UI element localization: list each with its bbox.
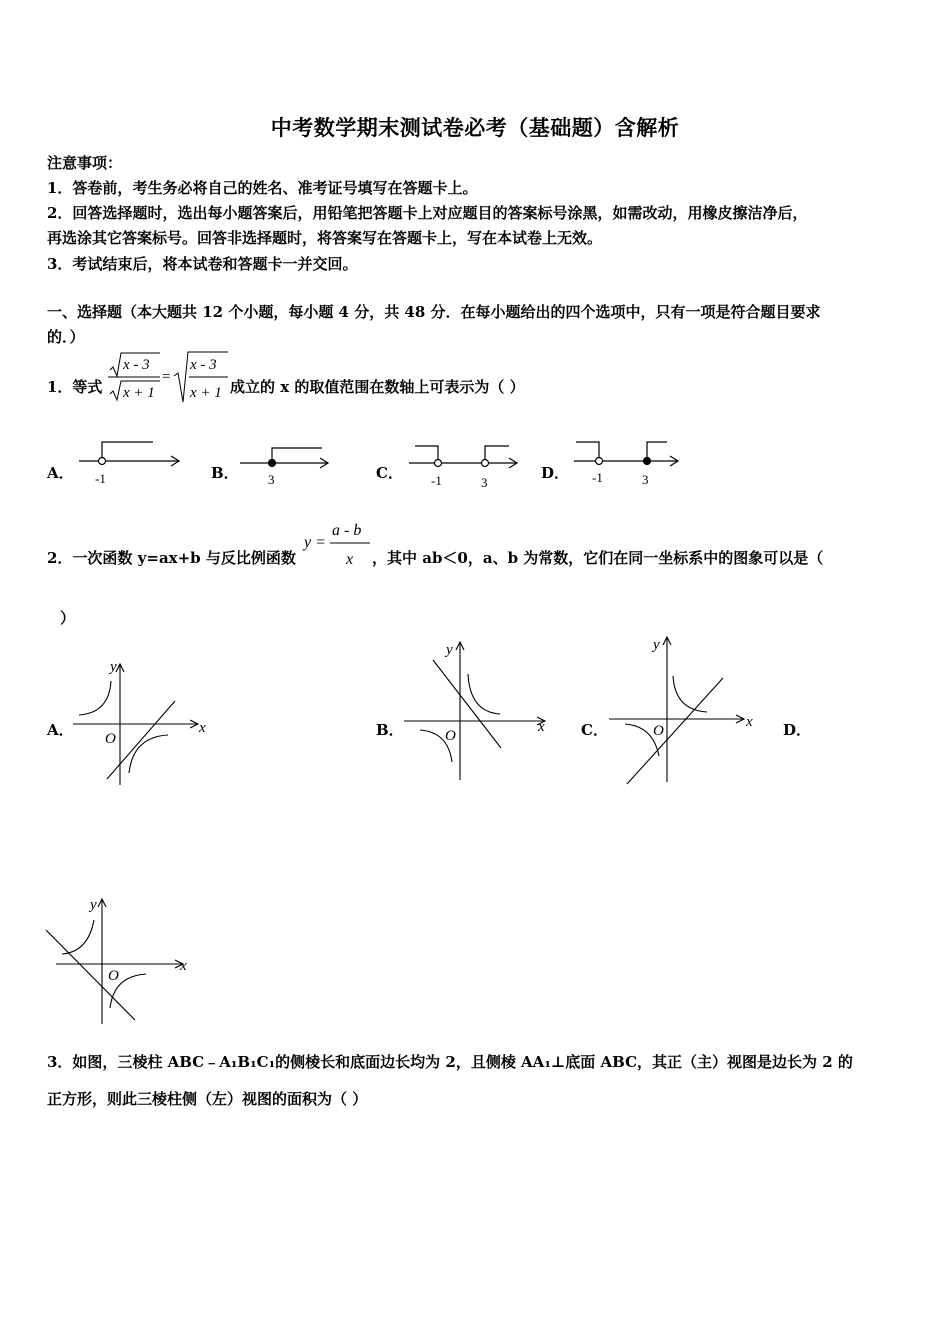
q1-formula-den-right: x + 1 [190,385,222,401]
q2-option-a-label: A． [47,721,74,739]
q1-option-d-numberline [570,434,685,489]
q1-option-a-numberline [75,436,185,491]
q2-prefix: 2．一次函数 y=ax+b 与反比例函数 [47,549,296,567]
q1-option-b-numberline [236,436,336,491]
q2-option-c-graph [603,632,763,792]
q2-option-c-y-label: y [653,637,660,653]
q1-prefix: 1．等式 [47,378,103,396]
q1-option-a-tick: -1 [95,471,106,486]
q1-option-c-numberline [405,436,525,491]
notes-item-1: 1．答卷前，考生务必将自己的姓名、准考证号填写在答题卡上。 [47,179,478,197]
q2-option-d-graph [42,890,202,1030]
q3-line2: 正方形，则此三棱柱侧（左）视图的面积为（ ） [47,1090,368,1108]
q3-line1: 3．如图，三棱柱 ABC﹣A₁B₁C₁的侧棱长和底面边长均为 2，且侧棱 AA₁⊥底面 ABC，其正（主）视图是边长为 2 的 [47,1053,853,1071]
q2-formula-lhs: y = [304,534,326,551]
notes-item-3: 3．考试结束后，将本试卷和答题卡一并交回。 [47,255,358,273]
q2-option-c-x-label: x [746,714,753,730]
q2-option-c-label: C． [581,721,608,739]
q1-option-b-label: B． [211,464,239,482]
q2-option-b-graph [398,638,553,783]
q1-option-c-tick-2: 3 [481,475,488,490]
notes-item-2b: 再选涂其它答案标号。回答非选择题时，将答案写在答题卡上，写在本试卷上无效。 [47,229,603,247]
q1-formula [104,350,230,406]
q1-option-d-label: D． [541,464,570,482]
q2-option-a-graph [65,655,215,790]
q1-suffix: 成立的 x 的取值范围在数轴上可表示为（ ） [230,378,525,396]
q2-option-b-origin: O [445,728,456,744]
q2-option-a-x-label: x [199,720,206,736]
q1-option-c-tick-1: -1 [431,473,442,488]
q1-option-d-tick-2: 3 [642,472,649,487]
q1-formula-den-left: x + 1 [123,385,155,401]
q2-close: ） [60,609,76,627]
q2-option-d-y-label: y [90,897,97,913]
q2-option-b-y-label: y [446,642,453,658]
q2-option-b-x-label: x [538,719,545,735]
q2-option-a-origin: O [105,731,116,747]
notes-item-2a: 2．回答选择题时，选出每小题答案后，用铅笔把答题卡上对应题目的答案标号涂黑，如需改动，用橡皮擦洁净后， [47,204,808,222]
q1-option-a-label: A． [47,464,74,482]
q2-option-a-y-label: y [110,659,117,675]
q2-formula-num: a - b [332,522,362,539]
q2-suffix: ，其中 ab＜0，a、b 为常数，它们在同一坐标系中的图象可以是（ [372,549,824,567]
q2-option-d-origin: O [108,968,119,984]
q1-option-c-label: C． [376,464,403,482]
q1-option-b-tick: 3 [268,472,275,487]
q2-formula-den: x [346,551,354,568]
section-heading-line2: 的．） [47,328,85,346]
q2-option-b-label: B． [376,721,404,739]
notes-heading: 注意事项： [47,154,123,172]
q1-option-d-tick-1: -1 [592,470,603,485]
section-heading-line1: 一、选择题（本大题共 12 个小题，每小题 4 分，共 48 分．在每小题给出的四个选项中，只有一项是符合题目要求 [47,303,821,321]
q2-formula [300,518,380,570]
q1-formula-num-left: x - 3 [123,357,150,373]
q1-formula-equals: = [162,369,171,385]
q2-option-c-origin: O [653,723,664,739]
q2-option-d-label: D． [783,721,812,739]
page-title: 中考数学期末测试卷必考（基础题）含解析 [270,115,680,140]
q2-option-d-x-label: x [180,958,187,974]
q1-formula-num-right: x - 3 [190,357,217,373]
